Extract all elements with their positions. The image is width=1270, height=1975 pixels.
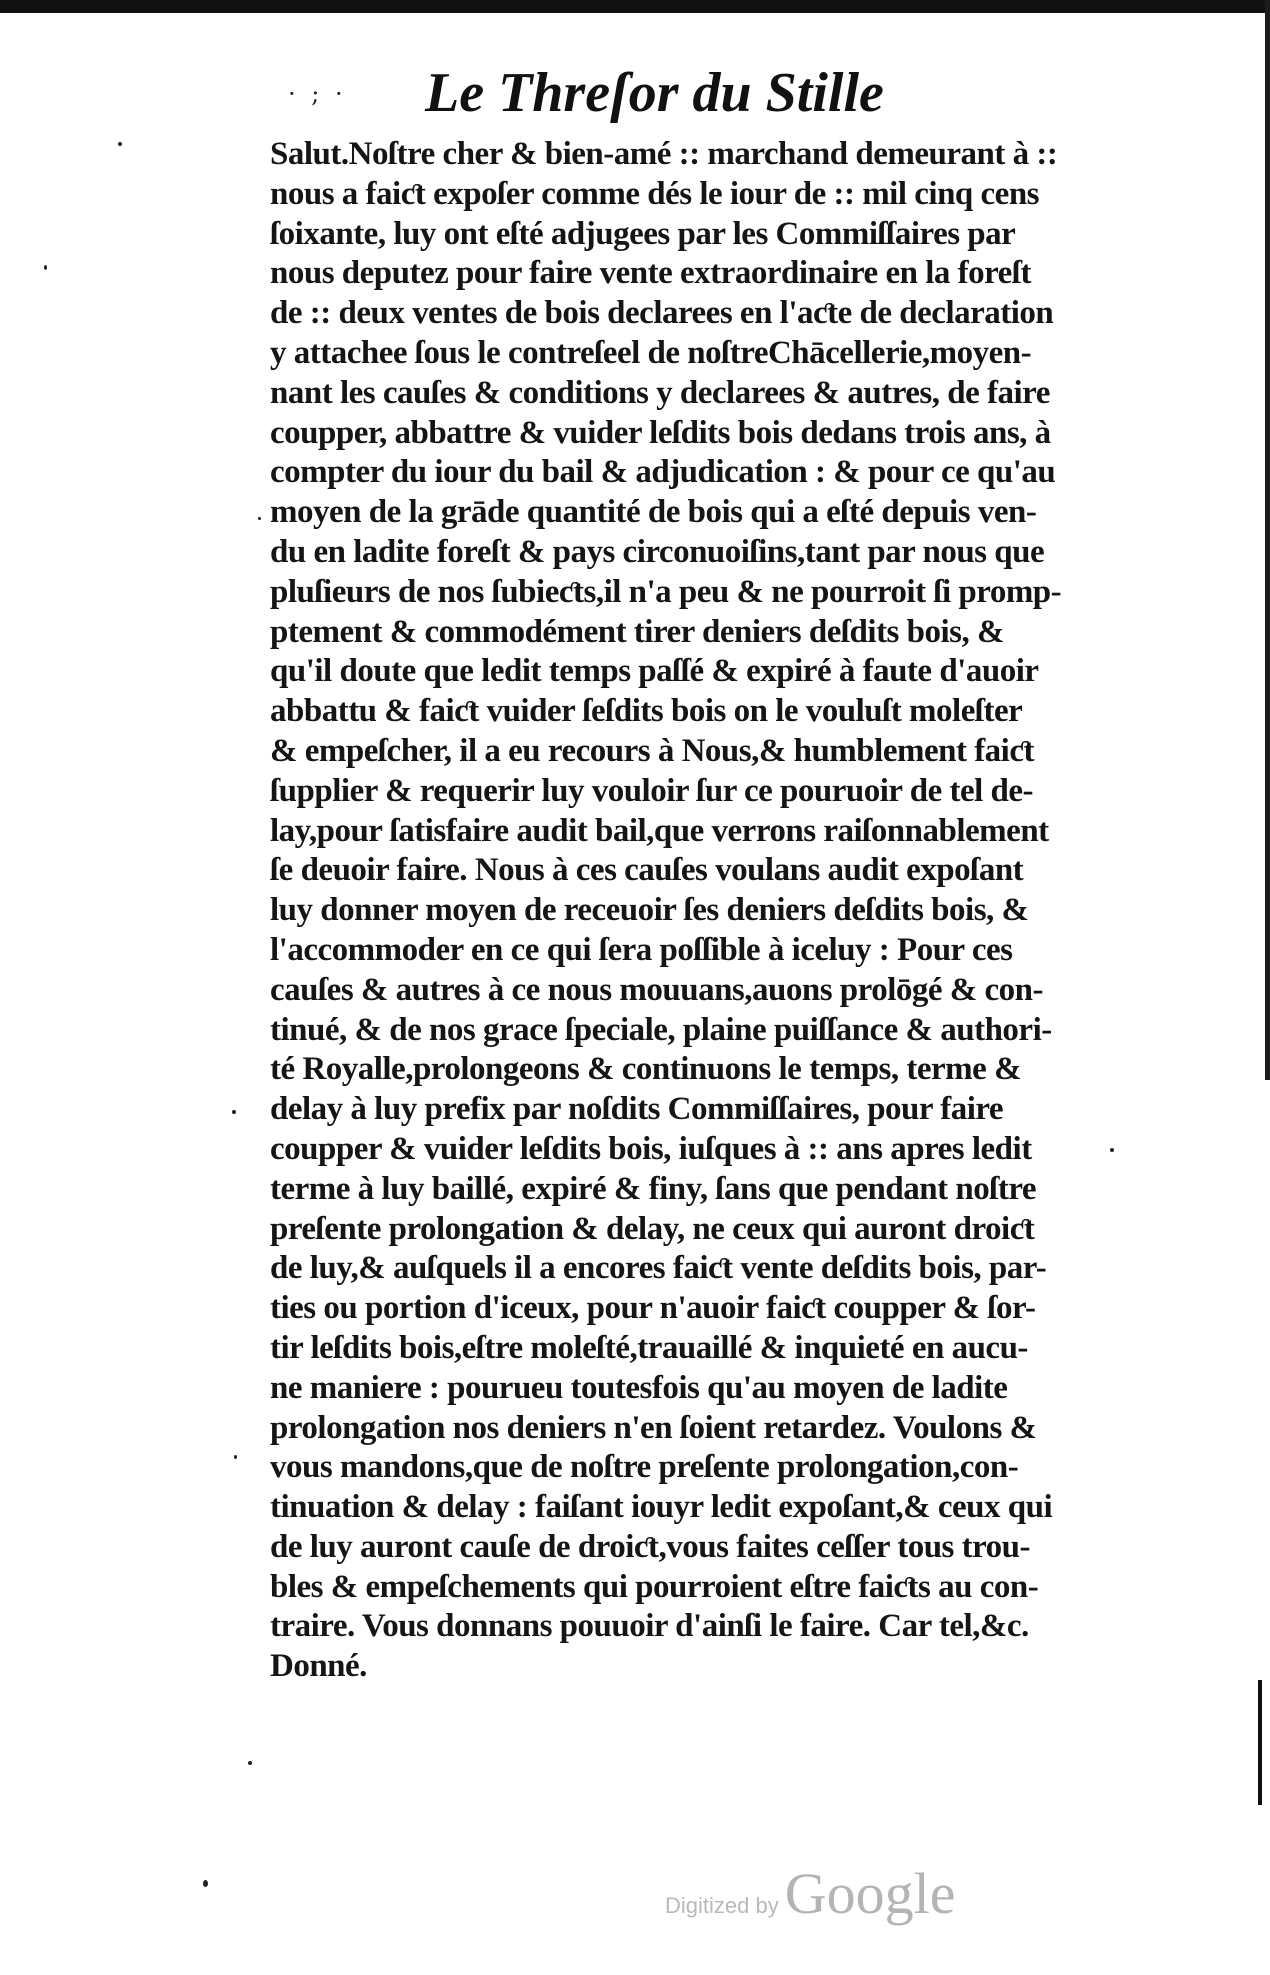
text-line: de luy,& auſquels il a encores faiƈt vente deſdits bois, par- (270, 1250, 1047, 1287)
text-line: ties ou portion d'iceux, pour n'auoir faiƈt coupper & ſor- (270, 1290, 1036, 1327)
watermark-prefix: Digitized by (665, 1893, 779, 1918)
text-line: ſoixante, luy ont eſté adjugees par les Commiſſaires par (270, 215, 1016, 252)
text-line: traire. Vous donnans pouuoir d'ainſi le faire. Car tel,&c. (270, 1608, 1029, 1645)
text-line: de :: deux ventes de bois declarees en l'aƈte de declaration (270, 295, 1054, 332)
text-line: delay à luy prefix par noſdits Commiſſaires, pour faire (270, 1091, 1004, 1128)
watermark-brand: Google (784, 1861, 956, 1926)
text-line: nous deputez pour faire vente extraordinaire en la foreſt (270, 255, 1031, 292)
margin-speck (44, 265, 47, 270)
margin-speck (234, 1455, 237, 1459)
text-line: preſente prolongation & delay, ne ceux qui auront droiƈt (270, 1210, 1035, 1247)
text-line: nant les cauſes & conditions y declarees & autres, de faire (270, 374, 1050, 411)
text-line: prolongation nos deniers n'en ſoient retardez. Voulons & (270, 1409, 1037, 1446)
margin-speck (258, 517, 261, 520)
text-line: Salut.Noſtre cher & bien-amé :: marchand demeurant à :: (270, 136, 1058, 172)
text-line: Donné. (270, 1648, 367, 1685)
text-line: tinuation & delay : faiſant iouyr ledit expoſant,& ceux qui (270, 1489, 1053, 1526)
text-line: qu'il doute que ledit temps paſſé & expiré à faute d'auoir (270, 653, 1039, 690)
text-line: abbattu & faiƈt vuider ſeſdits bois on le vouluſt moleſter (270, 693, 1023, 730)
body-text (270, 135, 1140, 1687)
text-line: de luy auront cauſe de droiƈt,vous faites ceſſer tous trou- (270, 1528, 1031, 1565)
margin-speck (118, 142, 122, 146)
text-line: coupper, abbattre & vuider leſdits bois dedans trois ans, à (270, 414, 1051, 451)
text-line: luy donner moyen de receuoir ſes deniers deſdits bois, & (270, 892, 1029, 929)
text-line: ptement & commodément tirer deniers deſdits bois, & (270, 613, 1004, 650)
text-line: ſe deuoir faire. Nous à ces cauſes voulans audit expoſant (270, 852, 1024, 889)
text-line: l'accommoder en ce qui ſera poſſible à iceluy : Pour ces (270, 931, 1013, 968)
text-line: lay,pour ſatisfaire audit bail,que verrons raiſonnablement (270, 812, 1049, 849)
text-line: compter du iour du bail & adjudication : & pour ce qu'au (270, 454, 1056, 491)
text-line: ſupplier & requerir luy vouloir ſur ce pouruoir de tel de- (270, 772, 1034, 809)
text-line: nous a faiƈt expoſer comme dés le iour de :: mil cinq cens (270, 175, 1040, 212)
text-line: cauſes & autres à ce nous mouuans,auons prolōgé & con- (270, 971, 1044, 1008)
digitization-watermark (665, 1860, 955, 1930)
text-line: & empeſcher, il a eu recours à Nous,& humblement faiƈt (270, 732, 1034, 769)
running-title: Le Threſor du Stille (425, 62, 884, 124)
text-line: y attachee ſous le contreſeel de noſtreChācellerie,moyen- (270, 334, 1032, 371)
text-line: du en ladite foreſt & pays circonuoiſins,tant par nous que (270, 533, 1045, 570)
text-line: ne maniere : pourueu toutesfois qu'au moyen de ladite (270, 1369, 1008, 1406)
margin-speck (232, 1110, 236, 1114)
text-line: tir leſdits bois,eſtre moleſté,trauaillé & inquieté en aucu- (270, 1329, 1028, 1366)
right-page-edge (1265, 0, 1270, 1080)
page-header (270, 58, 1010, 138)
text-line: bles & empeſchements qui pourroient eſtre faiƈts au con- (270, 1568, 1039, 1605)
text-line: coupper & vuider leſdits bois, iuſques à :: ans apres ledit (270, 1130, 1032, 1167)
text-line: té Royalle,prolongeons & continuons le temps, terme & (270, 1051, 1022, 1088)
text-line: vous mandons,que de noſtre preſente prolongation,con- (270, 1449, 1019, 1486)
text-line: pluſieurs de nos ſubieƈts,il n'a peu & ne pourroit ſi promp- (270, 573, 1062, 610)
margin-speck (248, 1761, 252, 1765)
page-marker: · ; · (288, 80, 347, 108)
text-line: moyen de la grāde quantité de bois qui a eſté depuis ven- (270, 494, 1037, 531)
margin-speck (1110, 1148, 1114, 1152)
top-page-edge (0, 0, 1270, 13)
text-line: tinué, & de nos grace ſpeciale, plaine puiſſance & authori- (270, 1011, 1052, 1048)
margin-speck (203, 1880, 208, 1887)
right-edge-mark (1258, 1680, 1262, 1805)
text-line: terme à luy baillé, expiré & finy, ſans que pendant noſtre (270, 1170, 1037, 1207)
